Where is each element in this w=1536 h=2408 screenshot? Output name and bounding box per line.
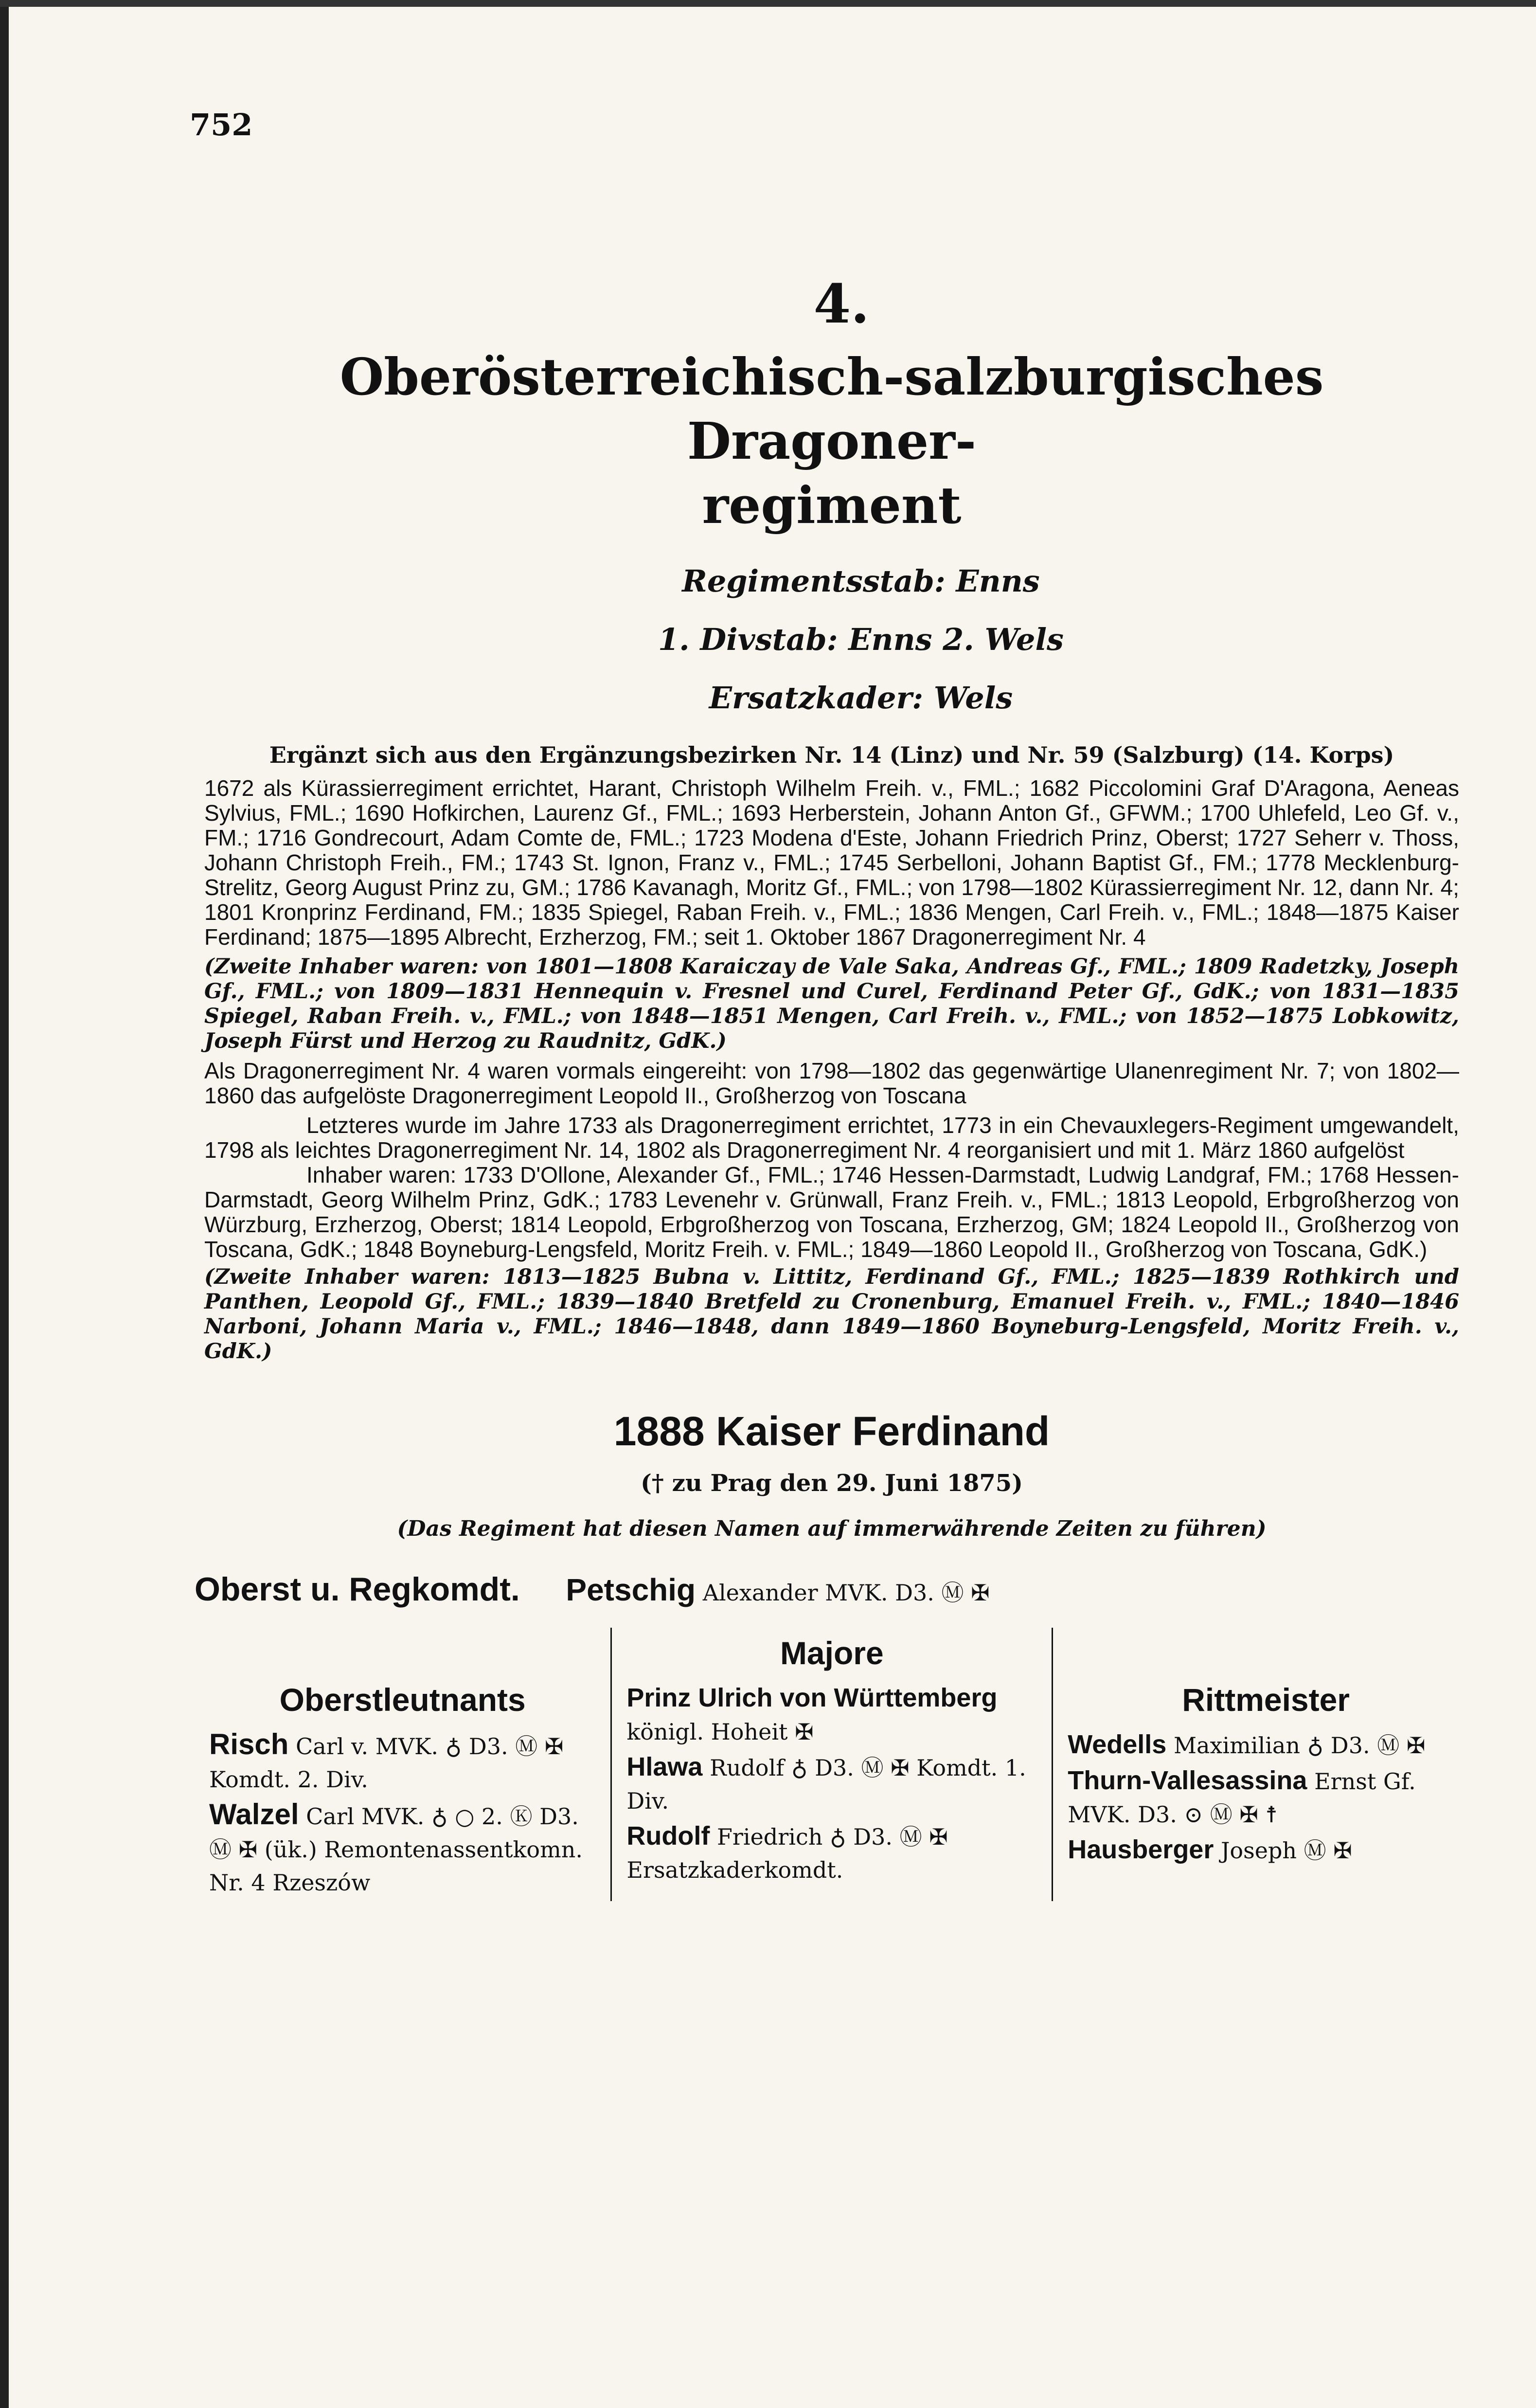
column-majore	[610, 1628, 1053, 1901]
column-heading: Majore	[780, 1635, 884, 1671]
history	[204, 776, 1459, 1364]
officer-entry	[626, 1750, 1037, 1817]
officer-name: Hausberger	[1068, 1835, 1214, 1864]
officer-details: Carl v. MVK. ♁ D3. Ⓜ ✠ Komdt. 2. Div.	[209, 1733, 564, 1793]
regiment-title-line1: Oberösterreichisch-salzburgisches Dragoner-	[339, 347, 1324, 471]
ersatzkader: Ersatzkader: Wels	[709, 680, 1013, 716]
officer-details: Maximilian ♁ D3. Ⓜ ✠	[1173, 1732, 1426, 1759]
oberst-line	[195, 1570, 1459, 1608]
column-rittmeister	[1053, 1628, 1479, 1901]
officer-name: Prinz Ulrich von Württemberg	[626, 1683, 998, 1712]
officer-entry	[209, 1728, 596, 1796]
regiment-motto: (Das Regiment hat diesen Namen auf immerwährende Zeiten zu führen)	[397, 1516, 1267, 1541]
column-oberstleutnants	[195, 1628, 610, 1901]
content	[195, 272, 1459, 1901]
inhaber-heading: 1888 Kaiser Ferdinand	[613, 1408, 1050, 1454]
officer-entry	[1068, 1764, 1464, 1831]
officer-name: Wedells	[1068, 1730, 1167, 1759]
divstab: 1. Divstab: Enns 2. Wels	[658, 622, 1064, 657]
history-second-owners: (Zweite Inhaber waren: von 1801—1808 Karaiczay de Vale Saka, Andreas Gf., FML.; 1809 Radetzky, Joseph Gf., FML.; von 1809—1831 Hennequin v. Fresnel und Curel, Ferdinand Peter Gf., GdK.; von 1831—1835 Spiegel, Raban Freih. v., FML.; von 1848—1851 Mengen, Carl Freih. v., FML.; von 1852—1875 Lobkowitz, Joseph Fürst und Herzog zu Raudnitz, GdK.)	[204, 954, 1459, 1053]
oberst-details: Alexander MVK. D3. Ⓜ ✠	[702, 1580, 990, 1606]
page-number: 752	[190, 107, 253, 143]
inhaber-death: († zu Prag den 29. Juni 1875)	[641, 1470, 1023, 1497]
history-paragraph: Als Dragonerregiment Nr. 4 waren vormals eingereiht: von 1798—1802 das gegenwärtige Ulanenregiment Nr. 7; von 1802—1860 das aufgelöste Dragonerregiment Leopold II., Großherzog von Toscana	[204, 1058, 1459, 1108]
officer-details: Rudolf ♁ D3. Ⓜ ✠ Komdt. 1. Div.	[626, 1755, 1026, 1814]
regiment-title	[204, 345, 1459, 538]
officer-name: Rudolf	[626, 1821, 710, 1851]
officer-entry	[626, 1819, 1037, 1887]
officer-columns	[195, 1628, 1479, 1901]
oberst-label: Oberst u. Regkomdt.	[195, 1571, 520, 1608]
column-heading: Oberstleutnants	[279, 1682, 526, 1718]
officer-entry	[1068, 1833, 1464, 1867]
section-number: 4.	[813, 272, 870, 335]
officer-entry	[626, 1681, 1037, 1748]
officer-details: Joseph Ⓜ ✠	[1220, 1837, 1352, 1864]
officer-name: Risch	[209, 1728, 289, 1761]
scan-edge-top	[0, 0, 1536, 7]
officer-details: Friedrich ♁ D3. Ⓜ ✠ Ersatzkaderkomdt.	[626, 1824, 948, 1883]
officer-details: königl. Hoheit ✠	[626, 1719, 814, 1745]
ergaenzung: Ergänzt sich aus den Ergänzungsbezirken Nr. 14 (Linz) und Nr. 59 (Salzburg) (14. Korps)	[269, 742, 1394, 768]
scan-edge	[0, 0, 9, 2408]
officer-name: Walzel	[209, 1798, 299, 1831]
officer-details: Carl MVK. ♁ ○ 2. Ⓚ D3. Ⓜ ✠ (ük.) Remontenassentkomn. Nr. 4 Rzeszów	[209, 1803, 583, 1896]
officer-details: Ernst Gf. MVK. D3. ⊙ Ⓜ ✠ ☨	[1068, 1768, 1416, 1828]
history-paragraph: 1672 als Kürassierregiment errichtet, Harant, Christoph Wilhelm Freih. v., FML.; 1682 Piccolomini Graf D'Aragona, Aeneas Sylvius, FML.; 1690 Hofkirchen, Laurenz Gf., FML.; 1693 Herberstein, Johann Anton Gf., GFWM.; 1700 Uhlefeld, Leo Gf. v., FM.; 1716 Gondrecourt, Adam Comte de, FML.; 1723 Modena d'Este, Johann Friedrich Prinz, Oberst; 1727 Seherr v. Thoss, Johann Christoph Freih., FM.; 1743 St. Ignon, Franz v., FML.; 1745 Serbelloni, Johann Baptist Gf., FM.; 1778 Mecklenburg-Strelitz, Georg August Prinz zu, GM.; 1786 Kavanagh, Moritz Gf., FML.; von 1798—1802 Kürassierregiment Nr. 12, dann Nr. 4; 1801 Kronprinz Ferdinand, FM.; 1835 Spiegel, Raban Freih. v., FML.; 1836 Mengen, Carl Freih. v., FML.; 1848—1875 Kaiser Ferdinand; 1875—1895 Albrecht, Erzherzog, FM.; seit 1. Oktober 1867 Dragonerregiment Nr. 4	[204, 775, 1459, 950]
history-paragraph: Letzteres wurde im Jahre 1733 als Dragonerregiment errichtet, 1773 in ein Chevauxlegers-Regiment umgewandelt, 1798 als leichtes Dragonerregiment Nr. 14, 1802 als Dragonerregiment Nr. 4 reorganisiert und mit 1. März 1860 aufgelöst	[204, 1113, 1459, 1163]
officer-entry	[209, 1798, 596, 1899]
history-second-owners: (Zweite Inhaber waren: 1813—1825 Bubna v. Littitz, Ferdinand Gf., FML.; 1825—1839 Rothkirch und Panthen, Leopold Gf., FML.; 1839—1840 Bretfeld zu Cronenburg, Emanuel Freih. v., FML.; 1840—1846 Narboni, Johann Maria v., FML.; 1846—1848, dann 1849—1860 Boyneburg-Lengsfeld, Moritz Freih. v., GdK.)	[204, 1265, 1459, 1364]
officer-name: Thurn-Vallesassina	[1068, 1766, 1307, 1795]
regiment-title-line2: regiment	[702, 475, 962, 535]
officer-entry	[1068, 1728, 1464, 1762]
column-heading: Rittmeister	[1182, 1682, 1350, 1718]
regimentsstab: Regimentsstab: Enns	[682, 563, 1040, 599]
oberst-name: Petschig	[566, 1572, 696, 1607]
history-paragraph: Inhaber waren: 1733 D'Ollone, Alexander Gf., FML.; 1746 Hessen-Darmstadt, Ludwig Landgraf, FM.; 1768 Hessen-Darmstadt, Georg Wilhelm Prinz, GdK.; 1783 Levenehr v. Grünwall, Franz Freih. v., FML.; 1813 Leopold, Erbgroßherzog von Würzburg, Erzherzog, Oberst; 1814 Leopold, Erbgroßherzog von Toscana, Erzherzog, GM; 1824 Leopold II., Großherzog von Toscana, GdK.; 1848 Boyneburg-Lengsfeld, Moritz Freih. v. FML.; 1849—1860 Leopold II., Großherzog von Toscana, GdK.)	[204, 1162, 1459, 1262]
officer-name: Hlawa	[626, 1752, 703, 1781]
